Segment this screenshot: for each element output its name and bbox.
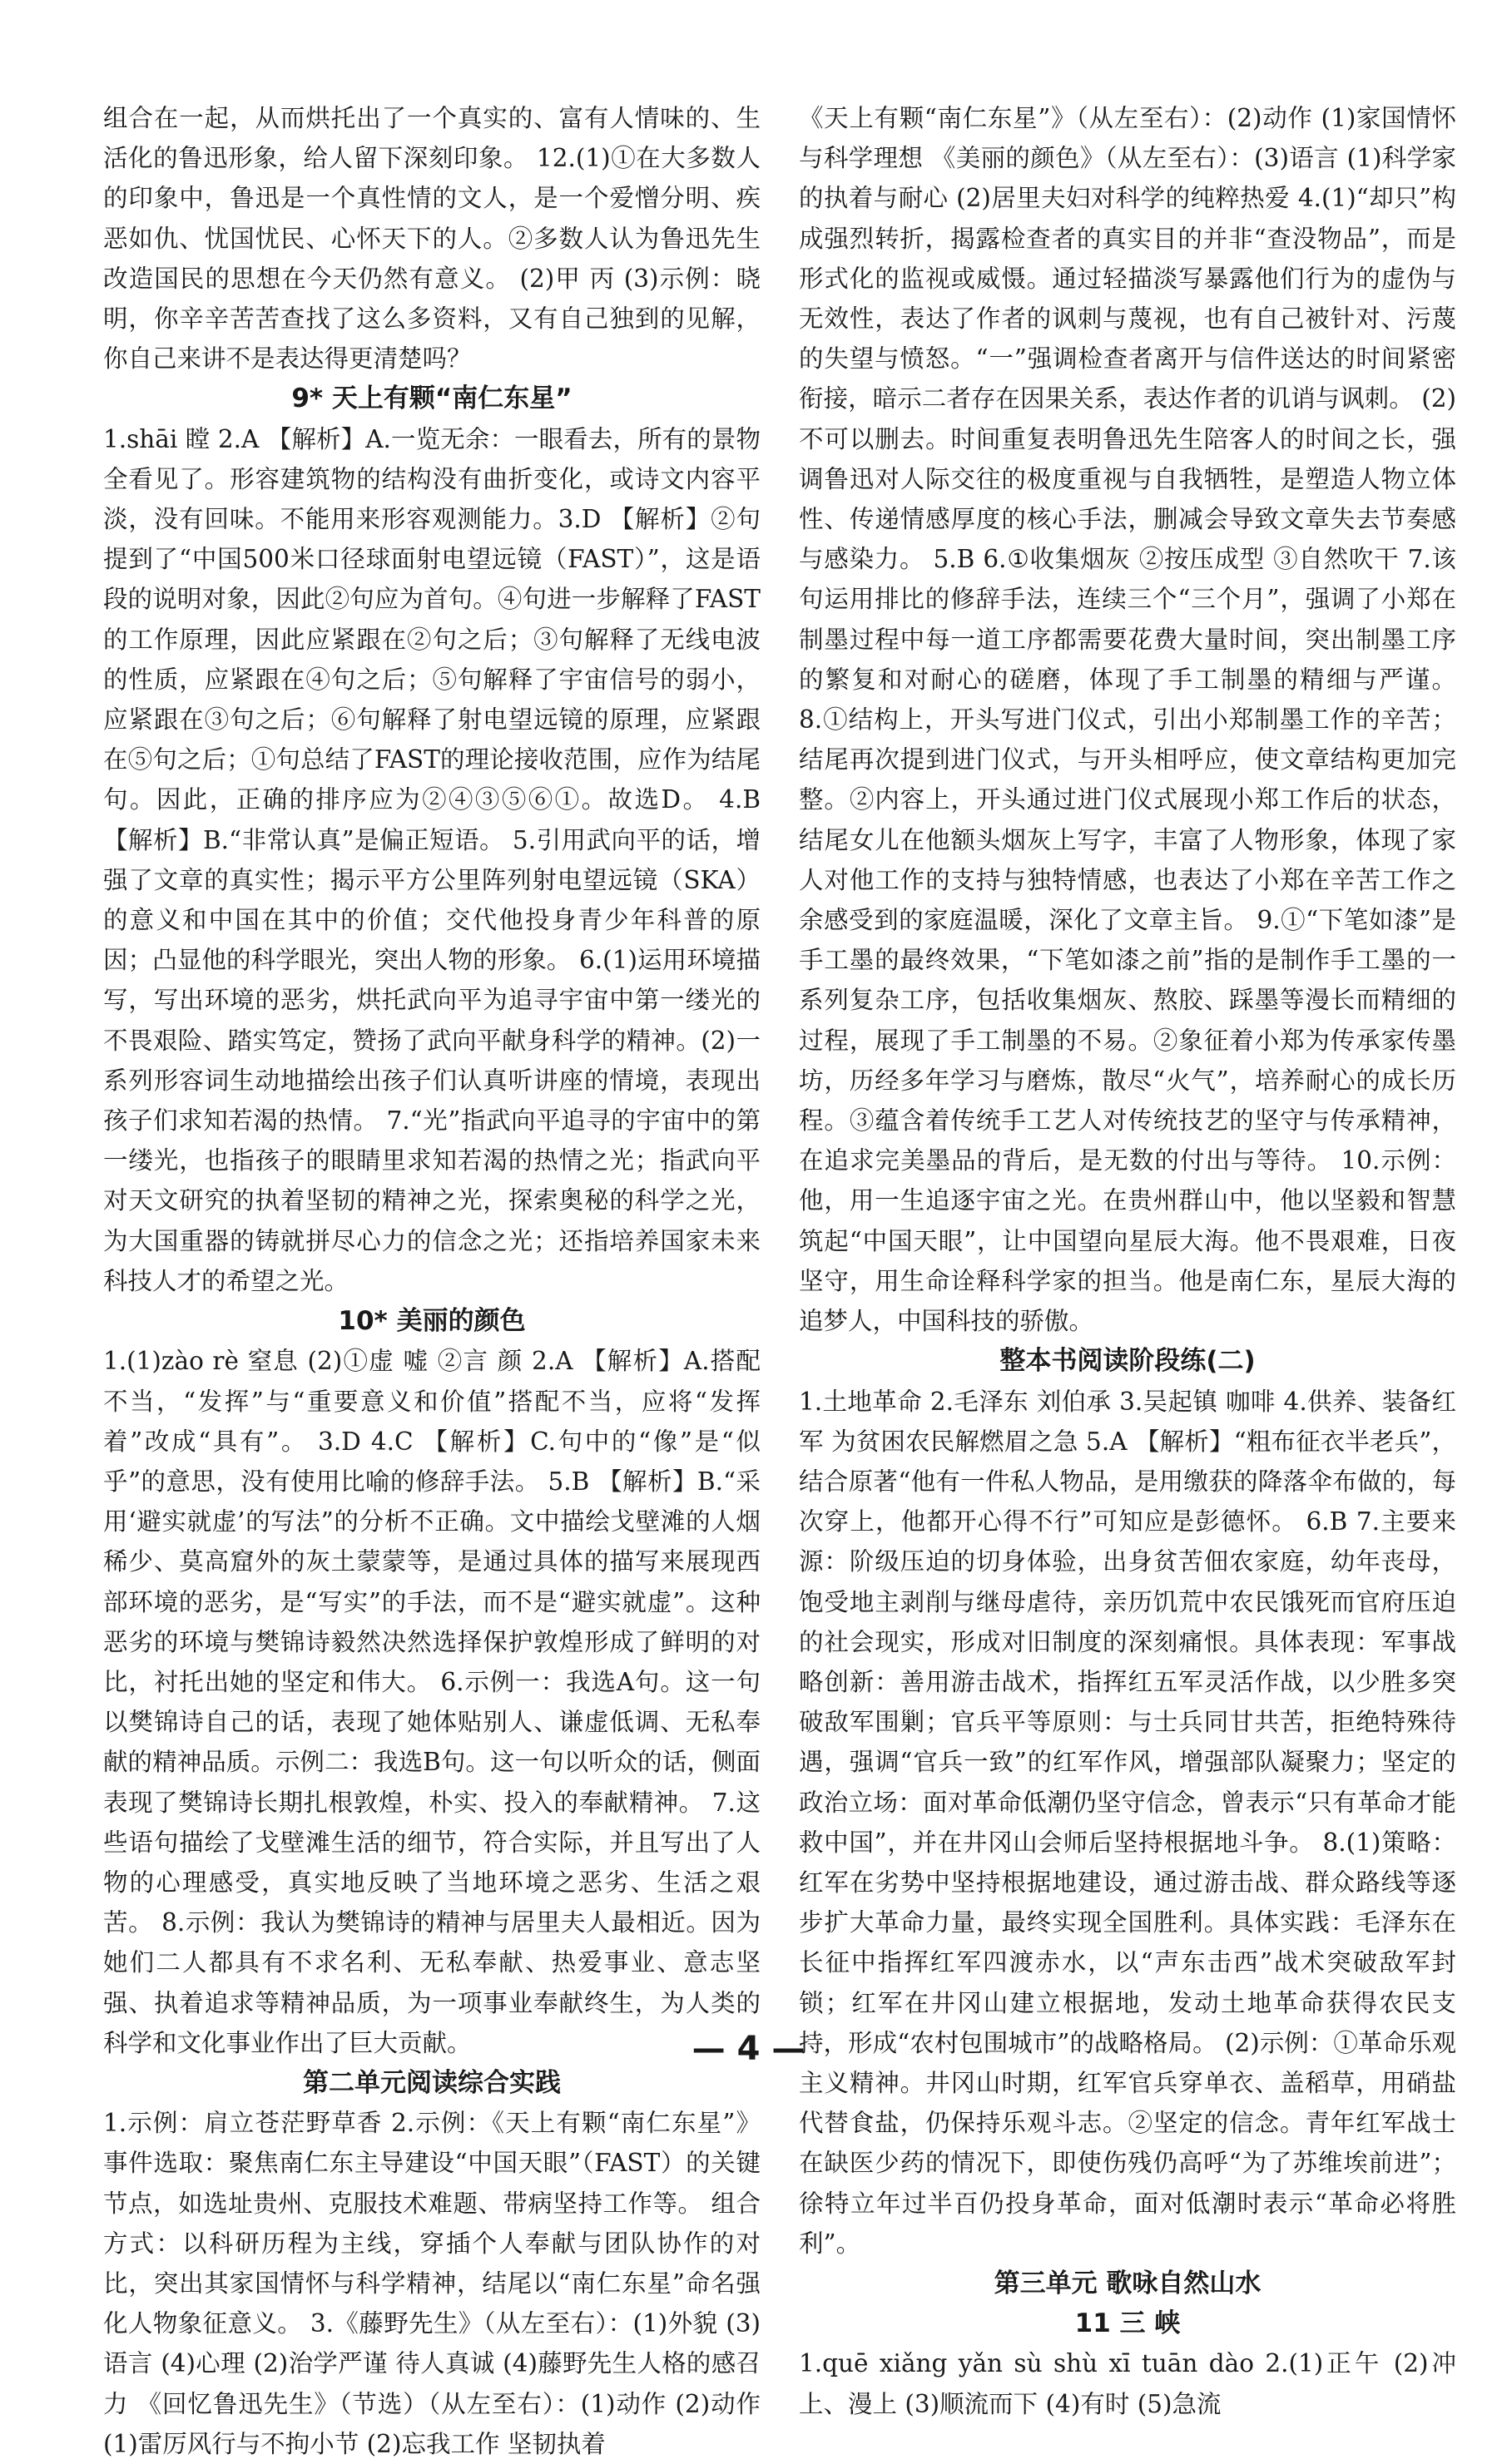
answer-text-block: 1.(1)zào rè 窒息 (2)①虚 嘘 ②言 颜 2.A 【解析】A.搭配不当，“发挥”与“重要意义和价值”搭配不当，应将“发挥着”改成“具有”。 3.D 4.C 【解析】C.句中的“像”是“似乎”的意思，没有使用比喻的修辞手法。 5.B 【解析】B.“采用‘避实就虚’的写法”的分析不正确。文中描绘戈壁滩的人烟稀少、莫高窟外的灰土蒙蒙等，是通过具体的描写来展现西部环境的恶劣，是“写实”的手法，而不是“避实就虚”。这种恶劣的环境与樊锦诗毅然决然选择保护敦煌形成了鲜明的对比，衬托出她的坚定和伟大。 6.示例一：我选A句。这一句以樊锦诗自己的话，表现了她体贴别人、谦虚低调、无私奉献的精神品质。示例二：我选B句。这一句以听众的话，侧面表现了樊锦诗长期扎根敦煌，朴实、投入的奉献精神。 7.这些语句描绘了戈壁滩生活的细节，符合实际，并且写出了人物的心理感受，真实地反映了当地环境之恶劣、生活之艰苦。 8.示例：我认为樊锦诗的精神与居里夫人最相近。因为她们二人都具有不求名利、无私奉献、热爱事业、意志坚强、执着追求等精神品质，为一项事业奉献终生，为人类的科学和文化事业作出了巨大贡献。 bbox=[103, 1347, 761, 2057]
answer-text-block: 1.示例：肩立苍茫野草香 2.示例：《天上有颗“南仁东星”》 事件选取：聚焦南仁东主导建设“中国天眼”（FAST）的关键节点，如选址贵州、克服技术难题、带病坚持工作等。 组合方式：以科研历程为主线，穿插个人奉献与团队协作的对比，突出其家国情怀与科学精神，结尾以“南仁东星”命名强化人物象征意义。 3.《藤野先生》（从左至右）：(1)外貌 (3)语言 (4)心理 (2)治学严谨 待人真诚 (4)藤野先生人格的感召力 《回忆鲁迅先生》（节选）（从左至右）：(1)动作 (2)动作 (1)雷厉风行与不拘小节 (2)忘我工作 坚韧执着 bbox=[103, 2109, 761, 2458]
section-heading-lesson-9: 9* 天上有颗“南仁东星” bbox=[291, 383, 573, 414]
answer-text-block: 《天上有颗“南仁东星”》（从左至右）：(2)动作 (1)家国情怀与科学理想 《美丽的颜色》（从左至右）：(3)语言 (1)科学家的执着与耐心 (2)居里夫妇对科学的纯粹热爱 4.(1)“却只”构成强烈转折，揭露检查者的真实目的并非“查没物品”，而是形式化的监视或威慑。通过轻描淡写暴露他们行为的虚伪与无效性，表达了作者的讽刺与蔑视，也有自己被针对、污蔑的失望与愤怒。“一”强调检查者离开与信件送达的时间紧密衔接，暗示二者存在因果关系，表达作者的讥诮与讽刺。 (2)不可以删去。时间重复表明鲁迅先生陪客人的时间之长，强调鲁迅对人际交往的极度重视与自我牺牲，是塑造人物立体性、传递情感厚度的核心手法，删减会导致文章失去节奏感与感染力。 5.B 6.①收集烟灰 ②按压成型 ③自然吹干 7.该句运用排比的修辞手法，连续三个“三个月”，强调了小郑在制墨过程中每一道工序都需要花费大量时间，突出制墨工序的繁复和对耐心的磋磨，体现了手工制墨的精细与严谨。 8.①结构上，开头写进门仪式，引出小郑制墨工作的辛苦；结尾再次提到进门仪式，与开头相呼应，使文章结构更加完整。②内容上，开头通过进门仪式展现小郑工作后的状态，结尾女儿在他额头烟灰上写字，丰富了人物形象，体现了家人对他工作的支持与独特情感，也表达了小郑在辛苦工作之余感受到的家庭温暖，深化了文章主旨。 9.①“下笔如漆”是手工墨的最终效果，“下笔如漆之前”指的是制作手工墨的一系列复杂工序，包括收集烟灰、熬胶、踩墨等漫长而精细的过程，展现了手工制墨的不易。②象征着小郑为传承家传墨坊，历经多年学习与磨炼，散尽“火气”，培养耐心的成长历程。③蕴含着传统手工艺人对传统技艺的坚守与传承精神，在追求完美墨品的背后，是无数的付出与等待。 10.示例：他，用一生追逐宇宙之光。在贵州群山中，他以坚毅和智慧筑起“中国天眼”，让中国望向星辰大海。他不畏艰难，日夜坚守，用生命诠释科学家的担当。他是南仁东，星辰大海的追梦人，中国科技的骄傲。 bbox=[799, 104, 1456, 1336]
left-column bbox=[103, 98, 761, 2464]
answer-text-block: 1.shāi 瞠 2.A 【解析】A.一览无余：一眼看去，所有的景物全看见了。形容建筑物的结构没有曲折变化，或诗文内容平淡，没有回味。不能用来形容观测能力。3.D 【解析】②句提到了“中国500米口径球面射电望远镜（FAST）”，这是语段的说明对象，因此②句应为首句。④句进一步解释了FAST的工作原理，因此应紧跟在②句之后；③句解释了无线电波的性质，应紧跟在④句之后；⑤句解释了宇宙信号的弱小，应紧跟在③句之后；⑥句解释了射电望远镜的原理，应紧跟在⑤句之后；①句总结了FAST的理论接收范围，应作为结尾句。因此，正确的排序应为②④③⑤⑥①。故选D。 4.B 【解析】B.“非常认真”是偏正短语。 5.引用武向平的话，增强了文章的真实性；揭示平方公里阵列射电望远镜（SKA）的意义和中国在其中的价值；交代他投身青少年科普的原因；凸显他的科学眼光，突出人物的形象。 6.(1)运用环境描写，写出环境的恶劣，烘托武向平为追寻宇宙中第一缕光的不畏艰险、踏实笃定，赞扬了武向平献身科学的精神。(2)一系列形容词生动地描绘出孩子们认真听讲座的情境，表现出孩子们求知若渴的热情。 7.“光”指武向平追寻的宇宙中的第一缕光，也指孩子的眼睛里求知若渴的热情之光；指武向平对天文研究的执着坚韧的精神之光，探索奥秘的科学之光，为大国重器的铸就拼尽心力的信念之光；还指培养国家未来科技人才的希望之光。 bbox=[103, 424, 761, 1295]
answer-text-block: 1.土地革命 2.毛泽东 刘伯承 3.吴起镇 咖啡 4.供养、装备红军 为贫困农民解燃眉之急 5.A 【解析】“粗布征衣半老兵”，结合原著“他有一件私人物品，是用缴获的降落伞布做的，每次穿上，他都开心得不行”可知应是彭德怀。 6.B 7.主要来源：阶级压迫的切身体验，出身贫苦佃农家庭，幼年丧母，饱受地主剥削与继母虐待，亲历饥荒中农民饿死而官府压迫的社会现实，形成对旧制度的深刻痛恨。具体表现：军事战略创新：善用游击战术，指挥红五军灵活作战，以少胜多突破敌军围剿；官兵平等原则：与士兵同甘共苦，拒绝特殊待遇，强调“官兵一致”的红军作风，增强部队凝聚力；坚定的政治立场：面对革命低潮仍坚守信念，曾表示“只有革命才能救中国”，并在井冈山会师后坚持根据地斗争。 8.(1)策略：红军在劣势中坚持根据地建设，通过游击战、群众路线等逐步扩大革命力量，最终实现全国胜利。具体实践：毛泽东在长征中指挥红军四渡赤水，以“声东击西”战术突破敌军封锁；红军在井冈山建立根据地，发动土地革命获得农民支持，形成“农村包围城市”的战略格局。 (2)示例：①革命乐观主义精神。井冈山时期，红军官兵穿单衣、盖稻草，用硝盐代替食盐，仍保持乐观斗志。②坚定的信念。青年红军战士在缺医少药的情况下，即使伤残仍高呼“为了苏维埃前进”；徐特立年过半百仍投身革命，面对低潮时表示“革命必将胜利”。 bbox=[799, 1387, 1456, 2258]
section-heading-lesson-11: 11 三 峡 bbox=[1074, 2308, 1181, 2339]
answer-text-block: 组合在一起，从而烘托出了一个真实的、富有人情味的、生活化的鲁迅形象，给人留下深刻印象。 12.(1)①在大多数人的印象中，鲁迅是一个真性情的文人，是一个爱憎分明、疾恶如仇、忧国忧民、心怀天下的人。②多数人认为鲁迅先生改造国民的思想在今天仍然有意义。 (2)甲 丙 (3)示例：晓明，你辛辛苦苦查找了这么多资料，又有自己独到的见解，你自己来讲不是表达得更清楚吗？ bbox=[103, 104, 761, 374]
section-heading-lesson-10: 10* 美丽的颜色 bbox=[338, 1306, 526, 1337]
section-heading-unit-2-practice: 第二单元阅读综合实践 bbox=[303, 2067, 561, 2098]
section-heading-whole-book-reading: 整本书阅读阶段练(二) bbox=[999, 1346, 1256, 1377]
answer-text-block: 1.quē xiǎng yǎn sù shù xī tuān dào 2.(1)正午 (2)冲上、漫上 (3)顺流而下 (4)有时 (5)急流 bbox=[799, 2349, 1456, 2418]
right-column bbox=[799, 98, 1456, 2424]
page-number: — 4 — bbox=[691, 2030, 806, 2068]
section-heading-unit-3: 第三单元 歌咏自然山水 bbox=[994, 2268, 1262, 2298]
